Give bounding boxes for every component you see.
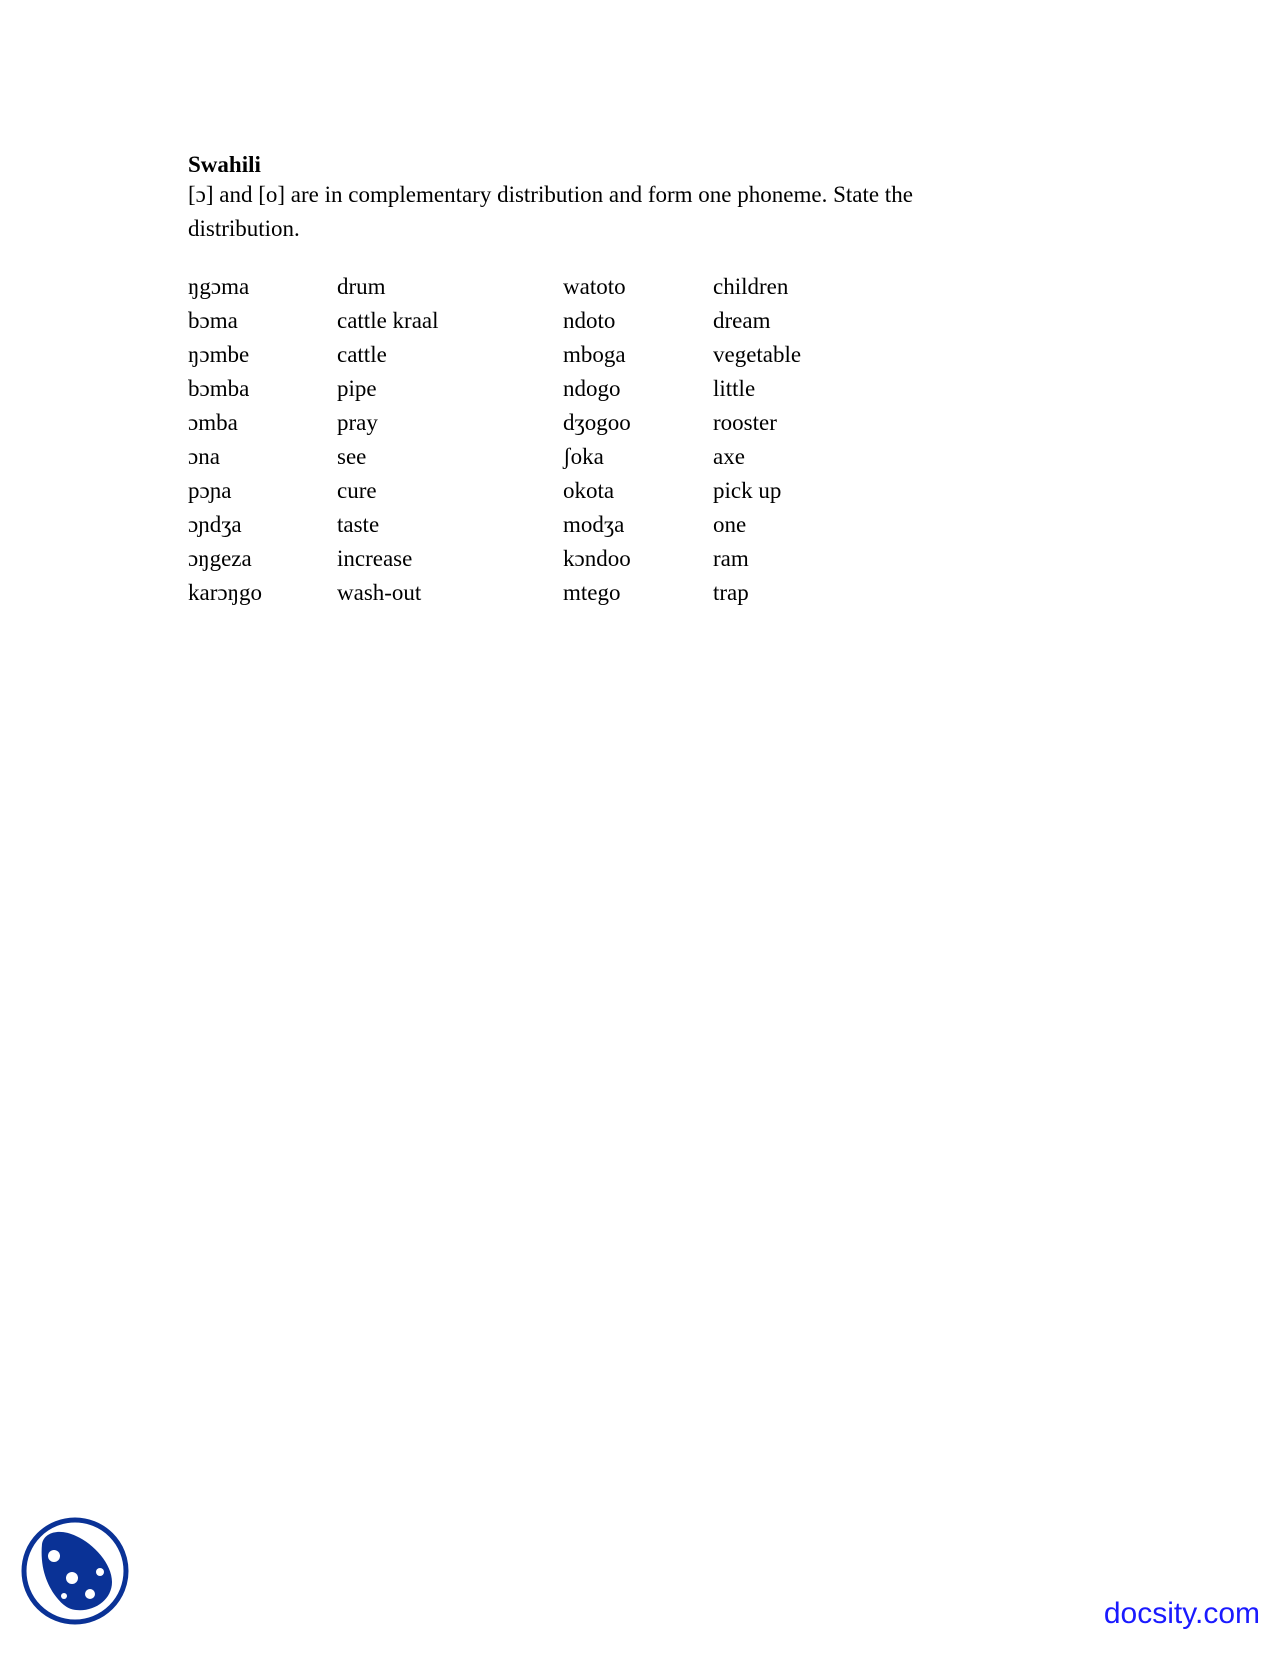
table-row (188, 542, 873, 576)
table-row (188, 270, 873, 304)
gloss-cell: trap (713, 580, 749, 605)
gloss-cell: axe (713, 444, 745, 469)
gloss-cell: rooster (713, 410, 777, 435)
gloss-cell: cure (337, 478, 377, 503)
table-row (188, 576, 873, 610)
word-cell: ndoto (563, 308, 616, 333)
table-row (188, 508, 873, 542)
word-cell: ŋgɔma (188, 274, 250, 299)
word-cell: modʒa (563, 512, 625, 537)
word-cell: watoto (563, 274, 626, 299)
gloss-cell: cattle (337, 342, 387, 367)
docsity-brand-link[interactable]: docsity.com (1103, 1597, 1260, 1630)
gloss-cell: one (713, 512, 747, 537)
word-cell: ɔna (188, 444, 220, 469)
word-cell: karɔŋgo (188, 580, 262, 605)
gloss-cell: taste (337, 512, 380, 537)
gloss-cell: pray (337, 410, 378, 435)
word-cell: bɔma (188, 308, 238, 333)
gloss-cell: pipe (337, 376, 377, 401)
gloss-cell: children (713, 274, 789, 299)
word-cell: ʃoka (563, 444, 604, 469)
gloss-cell: drum (337, 274, 386, 299)
docsity-logo-graphic (20, 1516, 130, 1626)
word-cell: mboga (563, 342, 626, 367)
word-cell: dʒogoo (563, 410, 631, 435)
gloss-cell: wash-out (337, 580, 422, 605)
word-cell: ɔŋgeza (188, 546, 252, 571)
word-cell: ndogo (563, 376, 621, 401)
word-table-body (188, 270, 873, 610)
table-row (188, 372, 873, 406)
table-row (188, 474, 873, 508)
docsity-logo-icon[interactable] (20, 1516, 130, 1626)
table-row (188, 406, 873, 440)
gloss-cell: cattle kraal (337, 308, 439, 333)
gloss-cell: dream (713, 308, 771, 333)
document-heading: Swahili (188, 152, 261, 177)
gloss-cell: little (713, 376, 756, 401)
instruction-text: [ɔ] and [o] are in complementary distribution and form one phoneme. State the distribution. (188, 182, 913, 241)
word-cell: pɔɲa (188, 478, 232, 503)
table-row (188, 304, 873, 338)
word-cell: bɔmba (188, 376, 250, 401)
gloss-cell: ram (713, 546, 749, 571)
word-cell: ɔɲdʒa (188, 512, 242, 537)
table-row (188, 440, 873, 474)
word-cell: ɔmba (188, 410, 238, 435)
word-cell: kɔndoo (563, 546, 631, 571)
gloss-cell: increase (337, 546, 413, 571)
word-cell: ŋɔmbe (188, 342, 250, 367)
gloss-cell: vegetable (713, 342, 802, 367)
word-cell: mtego (563, 580, 621, 605)
gloss-cell: see (337, 444, 367, 469)
word-cell: okota (563, 478, 615, 503)
word-table (188, 270, 873, 610)
gloss-cell: pick up (713, 478, 782, 503)
table-row (188, 338, 873, 372)
